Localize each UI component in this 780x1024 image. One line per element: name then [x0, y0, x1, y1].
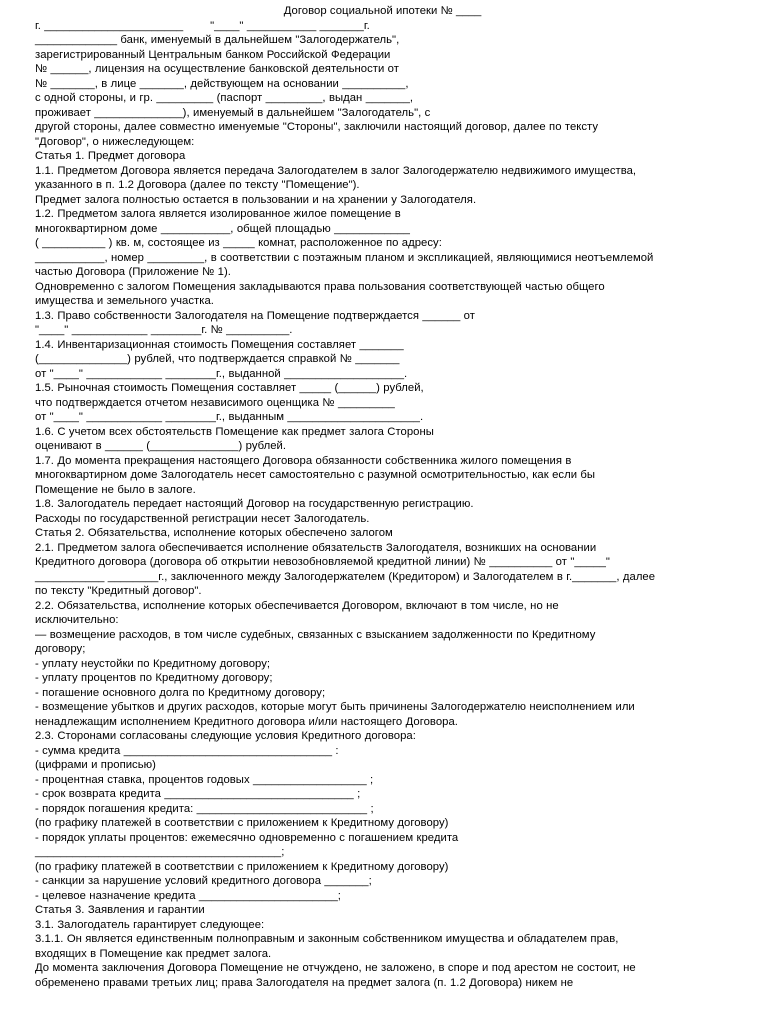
document-line: Статья 1. Предмет договора	[35, 150, 186, 162]
document-line: входящих в Помещение как предмет залога.	[35, 947, 272, 960]
document-line: До момента заключения Договора Помещение не отчуждено, не заложено, в споре и под арестом не состоит, не	[35, 962, 636, 974]
document-line: 3.1. Залогодатель гарантирует следующее:	[35, 918, 265, 931]
document-line: - санкции за нарушение условий кредитного договора _______;	[35, 875, 372, 887]
document-line: "Договор", о нижеследующем:	[35, 135, 195, 148]
document-line: зарегистрированный Центральным банком Российской Федерации	[35, 48, 391, 61]
document-line: от "____" ____________ ________г., выданной ___________________.	[35, 367, 408, 380]
document-line: - порядок погашения кредита: ___________________________ ;	[35, 802, 374, 815]
document-line: Статья 3. Заявления и гарантии	[35, 904, 205, 916]
document-line: 1.2. Предметом залога является изолированное жилое помещение в	[35, 208, 401, 220]
document-line: - процентная ставка, процентов годовых __________________ ;	[35, 773, 374, 786]
document-line: (по графику платежей в соответствии с приложением к Кредитному договору)	[35, 817, 449, 829]
document-line: (цифрами и прописью)	[35, 759, 156, 771]
document-line: 2.2. Обязательства, исполнение которых обеспечивается Договором, включают в том числе, но не	[35, 599, 559, 612]
document-line: (по графику платежей в соответствии с приложением к Кредитному договору)	[35, 860, 449, 873]
document-line: _______________________________________;	[35, 846, 285, 858]
document-line: Помещение не было в залоге.	[35, 483, 196, 496]
document-line: 1.4. Инвентаризационная стоимость Помещения составляет _______	[35, 338, 404, 351]
document-line: 1.3. Право собственности Залогодателя на Помещение подтверждается ______ от	[35, 309, 475, 322]
document-line: Предмет залога полностью остается в пользовании и на хранении у Залогодателя.	[35, 193, 477, 206]
document-line: 1.7. До момента прекращения настоящего Договора обязанности собственника жилого помещения в	[35, 454, 572, 467]
document-line: указанного в п. 1.2 Договора (далее по тексту "Помещение").	[35, 179, 360, 191]
document-line: по тексту "Кредитный договор".	[35, 585, 202, 597]
document-line: - сумма кредита _________________________________ :	[35, 744, 339, 757]
document-line: 1.1. Предметом Договора является передача Залогодателем в залог Залогодержателю недвижимого имущества,	[35, 164, 637, 177]
document-line: многоквартирном доме Залогодатель несет самостоятельно с разумной осмотрительностью, как если бы	[35, 469, 596, 481]
document-line: 1.5. Рыночная стоимость Помещения составляет _____ (______) рублей,	[35, 382, 424, 394]
document-line: ___________ ________г., заключенного между Залогодержателем (Кредитором) и Залогодателем в г._______, далее	[35, 570, 656, 583]
document-line: что подтверждается отчетом независимого оценщика № _________	[35, 396, 395, 409]
document-line: - срок возврата кредита ______________________________ ;	[35, 788, 361, 800]
document-line: г. ______________________ "____" ___________ _______г.	[35, 19, 370, 32]
document-line: - возмещение убытков и других расходов, которые могут быть причинены Залогодержателю неисполнением или	[35, 701, 635, 713]
document-line: 1.8. Залогодатель передает настоящий Договор на государственную регистрацию.	[35, 498, 474, 510]
document-line: - уплату процентов по Кредитному договору;	[35, 672, 273, 684]
document-line: — возмещение расходов, в том числе судебных, связанных с взысканием задолженности по Кредитному	[35, 628, 596, 641]
document-line: обременено правами третьих лиц; права Залогодателя на предмет залога (п. 1.2 Договора) никем не	[35, 976, 574, 989]
document-line: имущества и земельного участка.	[35, 295, 214, 307]
document-line: - порядок уплаты процентов: ежемесячно одновременно с погашением кредита	[35, 831, 459, 844]
document-line: 1.6. С учетом всех обстоятельств Помещение как предмет залога Стороны	[35, 425, 434, 438]
document-line: от "____" ____________ ________г., выданным _____________________.	[35, 411, 424, 423]
document-line: - погашение основного долга по Кредитному договору;	[35, 686, 326, 699]
document-body	[35, 19, 770, 991]
document-line: № ______, лицензия на осуществление банковской деятельности от	[35, 63, 399, 75]
document-line: Кредитного договора (договора об открытии невозобновляемой кредитной линии) № __________ от "_____"	[35, 556, 610, 568]
document-line: с одной стороны, и гр. _________ (паспорт _________, выдан _______,	[35, 92, 414, 104]
document-line: оценивают в ______ (______________) рублей.	[35, 440, 287, 452]
document-line: многоквартирном доме ___________, общей площадью ____________	[35, 222, 410, 235]
document-line: Статья 2. Обязательства, исполнение которых обеспечено залогом	[35, 527, 393, 539]
document-line: другой стороны, далее совместно именуемые "Стороны", заключили настоящий договор, далее по тексту	[35, 121, 599, 133]
document-line: - уплату неустойки по Кредитному договору;	[35, 657, 271, 670]
document-line: (______________) рублей, что подтверждается справкой № _______	[35, 353, 400, 365]
document-line: - целевое назначение кредита ______________________;	[35, 889, 341, 902]
document-line: ( __________ ) кв. м, состоящее из _____ комнат, расположенное по адресу:	[35, 237, 442, 249]
document-line: _____________ банк, именуемый в дальнейшем "Залогодержатель",	[35, 34, 400, 46]
document-title: Договор социальной ипотеки № ____	[283, 5, 482, 17]
document-line: 2.1. Предметом залога обеспечивается исполнение обязательств Залогодателя, возникших на основании	[35, 541, 597, 554]
document-line: частью Договора (Приложение № 1).	[35, 266, 231, 278]
document-line: Расходы по государственной регистрации несет Залогодатель.	[35, 512, 370, 525]
document-line: Одновременно с залогом Помещения закладываются права пользования соответствующей частью общего	[35, 280, 605, 293]
document-line: проживает ______________), именуемый в дальнейшем "Залогодатель", с	[35, 106, 431, 119]
document-line: № _______, в лице _______, действующем на основании __________,	[35, 77, 409, 90]
document-line: договору;	[35, 643, 86, 655]
document-line: "____" ____________ ________г. № __________.	[35, 324, 293, 336]
document-line: исключительно:	[35, 614, 119, 626]
document-line: ___________, номер _________, в соответствии с поэтажным планом и экспликацией, являющимися неотъемлемой	[35, 251, 654, 264]
document-line: 3.1.1. Он является единственным полноправным и законным собственником имущества и обладателем прав,	[35, 933, 619, 945]
document-line: 2.3. Сторонами согласованы следующие условия Кредитного договора:	[35, 730, 416, 742]
document-line: ненадлежащим исполнением Кредитного договора и/или настоящего Договора.	[35, 715, 458, 728]
